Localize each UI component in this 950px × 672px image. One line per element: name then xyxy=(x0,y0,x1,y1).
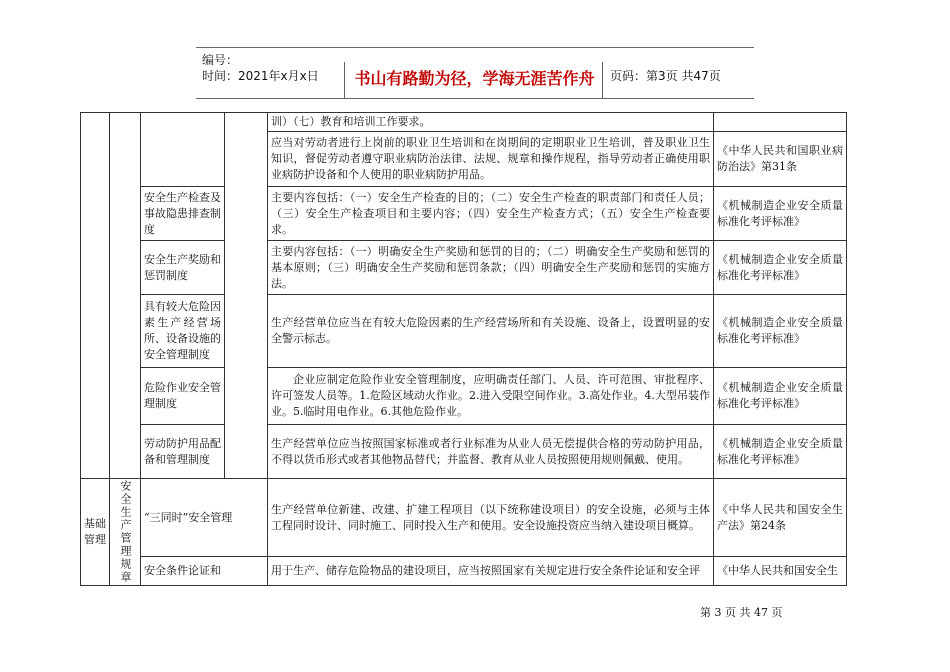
page-header xyxy=(196,47,754,99)
item-cell: 危险作业安全管理制度 xyxy=(141,368,225,425)
content-cell: 企业应制定危险作业安全管理制度，应明确责任部门、人员、许可范围、审批程序、许可签发人员等。1.危险区域动火作业。2.进入受限空间作业。3.高处作业。4.大型吊装作业。5.临时用电作业。6.其他危险作业。 xyxy=(268,368,714,425)
item-cell: 具有较大危险因素生产经营场所、设备设施的安全管理制度 xyxy=(141,295,225,368)
table-row xyxy=(81,295,847,368)
content-cell: 应当对劳动者进行上岗前的职业卫生培训和在岗期间的定期职业卫生培训，普及职业卫生知识，督促劳动者遵守职业病防治法律、法规、规章和操作规程，指导劳动者正确使用职业病防护设备和个人使用的职业病防护用品。 xyxy=(268,132,714,187)
basis-cell: 《机械制造企业安全质量标准化考评标准》 xyxy=(714,368,847,425)
content-cell: 主要内容包括：（一）安全生产检查的目的；（二）安全生产检查的职责部门和责任人员；（三）安全生产检查项目和主要内容；（四）安全生产检查方式；（五）安全生产检查要求。 xyxy=(268,187,714,241)
header-meta xyxy=(202,52,319,84)
header-divider xyxy=(602,62,603,98)
content-cell: 用于生产、储存危险物品的建设项目，应当按照国家有关规定进行安全条件论证和安全评 xyxy=(268,557,714,586)
subcategory-cell xyxy=(110,479,141,586)
page-footer: 第 3 页 共 47 页 xyxy=(700,606,783,619)
basis-cell: 《机械制造企业安全质量标准化考评标准》 xyxy=(714,295,847,368)
content-cell: 主要内容包括：（一）明确安全生产奖励和惩罚的目的；（二）明确安全生产奖励和惩罚的基本原则；（三）明确安全生产奖励和惩罚条款；（四）明确安全生产奖励和惩罚的实施方法。 xyxy=(268,241,714,295)
item-cell: 安全生产奖励和惩罚制度 xyxy=(141,241,225,295)
basis-cell: 《机械制造企业安全质量标准化考评标准》 xyxy=(714,241,847,295)
category-cell: 基础管理 xyxy=(81,479,110,586)
basis-cell: 《机械制造企业安全质量标准化考评标准》 xyxy=(714,425,847,479)
blank-cell xyxy=(225,113,268,479)
number-label: 编号： xyxy=(202,53,239,67)
item-cell: “三同时”安全管理 xyxy=(141,479,268,557)
content-cell: 生产经营单位新建、改建、扩建工程项目（以下统称建设项目）的安全设施，必须与主体工程同时设计、同时施工、同时投入生产和使用。安全设施投资应当纳入建设项目概算。 xyxy=(268,479,714,557)
item-cell: 劳动防护用品配备和管理制度 xyxy=(141,425,225,479)
content-cell: 生产经营单位应当按照国家标准或者行业标准为从业人员无偿提供合格的劳动防护用品，不得以货币形式或者其他物品替代；并监督、教育从业人员按照使用规则佩戴、使用。 xyxy=(268,425,714,479)
basis-cell xyxy=(714,113,847,132)
table-row xyxy=(81,479,847,557)
header-motto: 书山有路勤为径，学海无涯苦作舟 xyxy=(354,69,595,88)
item-cell xyxy=(141,113,225,187)
content-cell: 训）（七）教育和培训工作要求。 xyxy=(268,113,714,132)
item-cell: 安全生产检查及事故隐患排查制度 xyxy=(141,187,225,241)
table-row xyxy=(81,557,847,586)
header-divider xyxy=(344,62,345,98)
basis-cell: 《机械制造企业安全质量标准化考评标准》 xyxy=(714,187,847,241)
table-row xyxy=(81,113,847,132)
subcategory-label: 安全生产管理规章 xyxy=(119,480,132,584)
basis-cell: 《中华人民共和国职业病防治法》第31条 xyxy=(714,132,847,187)
table-row xyxy=(81,368,847,425)
regulation-table xyxy=(80,112,847,586)
table-row xyxy=(81,187,847,241)
header-page-label: 页码：第3页 共47页 xyxy=(610,69,721,83)
item-cell: 安全条件论证和 xyxy=(141,557,268,586)
table-row xyxy=(81,425,847,479)
time-label: 时间：2021年x月x日 xyxy=(202,69,319,83)
content-cell: 生产经营单位应当在有较大危险因素的生产经营场所和有关设施、设备上，设置明显的安全警示标志。 xyxy=(268,295,714,368)
subcategory-cell xyxy=(110,113,141,479)
basis-cell: 《中华人民共和国安全生产法》第24条 xyxy=(714,479,847,557)
basis-cell: 《中华人民共和国安全生 xyxy=(714,557,847,586)
category-cell xyxy=(81,113,110,479)
table-row xyxy=(81,241,847,295)
